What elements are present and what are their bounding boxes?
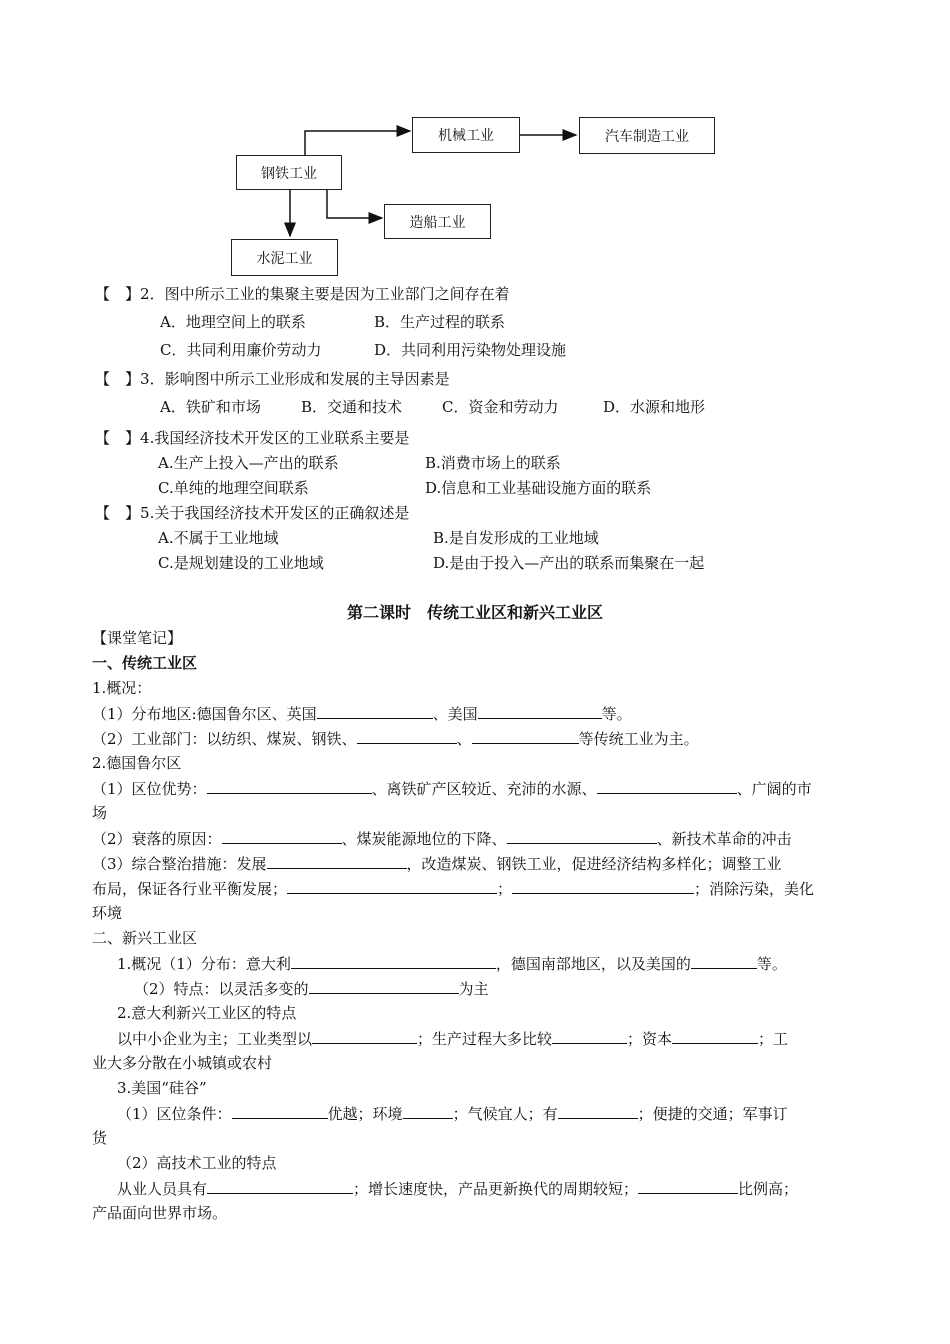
option-c: C．资金和劳动力 xyxy=(442,398,559,416)
answer-bracket-close: 】 xyxy=(125,504,141,522)
question-stem: 5.关于我国经济技术开发区的正确叙述是 xyxy=(140,504,410,522)
blank-field[interactable] xyxy=(207,778,372,794)
answer-bracket-open: 【 xyxy=(95,504,111,522)
blank-field[interactable] xyxy=(672,1028,758,1044)
text-line: 3.美国“硅谷” xyxy=(117,1079,207,1097)
blank-field[interactable] xyxy=(558,1103,638,1119)
box-shipbuilding-industry xyxy=(384,204,491,239)
blank-field[interactable] xyxy=(287,878,497,894)
option-c: C.单纯的地理空间联系 xyxy=(158,479,309,497)
option-c: C．共同利用廉价劳动力 xyxy=(160,341,322,359)
notes-label: 【课堂笔记】 xyxy=(92,629,183,647)
option-d: D．水源和地形 xyxy=(603,398,706,416)
blank-field[interactable] xyxy=(232,1103,328,1119)
fill-line-emerging-distribution: 1.概况（1）分布：意大利 ，德国南部地区，以及美国的 等。 xyxy=(117,955,787,973)
answer-bracket-close: 】 xyxy=(125,370,141,388)
box-label: 钢铁工业 xyxy=(261,165,317,182)
box-label: 机械工业 xyxy=(438,128,494,144)
question-stem: 4.我国经济技术开发区的工业联系主要是 xyxy=(140,429,410,447)
answer-bracket-close: 】 xyxy=(125,429,141,447)
section-heading-emerging: 二、新兴工业区 xyxy=(92,929,198,947)
box-cement-industry xyxy=(231,239,338,276)
arrow-steel-to-machinery xyxy=(305,131,410,155)
fill-line-industry-sectors: （2）工业部门：以纺织、煤炭、钢铁、 、 等传统工业为主。 xyxy=(92,730,699,748)
text-line: （2）高技术工业的特点 xyxy=(117,1154,277,1172)
blank-field[interactable] xyxy=(357,728,457,744)
blank-field[interactable] xyxy=(691,953,757,969)
arrow-steel-to-shipbuilding xyxy=(327,190,382,218)
option-b: B.消费市场上的联系 xyxy=(425,454,561,472)
fill-line-emerging-features: （2）特点：以灵活多变的 为主 xyxy=(134,980,489,998)
option-d: D.是由于投入—产出的联系而集聚在一起 xyxy=(433,554,705,572)
fill-line-distribution: （1）分布地区:德国鲁尔区、英国 、美国 等。 xyxy=(92,705,632,723)
question-5 xyxy=(95,503,409,523)
blank-field[interactable] xyxy=(317,703,433,719)
box-steel-industry xyxy=(236,155,342,190)
blank-field[interactable] xyxy=(309,978,459,994)
blank-field[interactable] xyxy=(403,1103,453,1119)
answer-bracket-close: 】 xyxy=(125,285,141,303)
question-stem: 2．图中所示工业的集聚主要是因为工业部门之间存在着 xyxy=(140,285,510,303)
option-c: C.是规划建设的工业地域 xyxy=(158,554,324,572)
text-line: 1.概况： xyxy=(92,679,152,697)
blank-field[interactable] xyxy=(291,953,496,969)
box-machinery-industry xyxy=(412,117,520,153)
option-b: B．交通和技术 xyxy=(301,398,403,416)
text-line: 2.意大利新兴工业区的特点 xyxy=(117,1004,297,1022)
text-line: 环境 xyxy=(92,904,123,922)
blank-field[interactable] xyxy=(478,703,602,719)
box-auto-industry xyxy=(579,117,715,154)
fill-line-decline-reasons: （2）衰落的原因： 、煤炭能源地位的下降、 、新技术革命的冲击 xyxy=(92,830,792,848)
blank-field[interactable] xyxy=(267,853,407,869)
blank-field[interactable] xyxy=(638,1178,738,1194)
blank-field[interactable] xyxy=(597,778,737,794)
option-b: B.是自发形成的工业地域 xyxy=(433,529,599,547)
box-label: 水泥工业 xyxy=(256,250,313,267)
answer-bracket-open: 【 xyxy=(95,285,111,303)
question-3 xyxy=(95,369,450,389)
text-line: 业大多分散在小城镇或农村 xyxy=(92,1054,273,1072)
text-line: 场 xyxy=(92,804,108,822)
box-label: 汽车制造工业 xyxy=(605,128,689,145)
section-heading-traditional: 一、传统工业区 xyxy=(92,654,198,672)
question-stem: 3．影响图中所示工业形成和发展的主导因素是 xyxy=(140,370,450,388)
answer-bracket-open: 【 xyxy=(95,370,111,388)
option-a: A.生产上投入—产出的联系 xyxy=(158,454,339,472)
blank-field[interactable] xyxy=(507,828,657,844)
blank-field[interactable] xyxy=(512,878,694,894)
option-b: B．生产过程的联系 xyxy=(374,313,506,331)
fill-line-silicon-valley-conditions: （1）区位条件： 优越；环境 ；气候宜人；有 ；便捷的交通；军事订 xyxy=(117,1105,788,1123)
fill-line-italy-features: 以中小企业为主；工业类型以 ；生产过程大多比较 ；资本 ；工 xyxy=(117,1030,789,1048)
option-d: D．共同利用污染物处理设施 xyxy=(374,341,567,359)
lesson-title: 第二课时 传统工业区和新兴工业区 xyxy=(346,603,603,622)
option-a: A．铁矿和市场 xyxy=(160,398,261,416)
box-label: 造船工业 xyxy=(409,214,466,231)
option-a: A.不属于工业地域 xyxy=(158,529,279,547)
blank-field[interactable] xyxy=(472,728,579,744)
fill-line-hightech-features: 从业人员具有 ；增长速度快，产品更新换代的周期较短； 比例高； xyxy=(117,1180,799,1198)
blank-field[interactable] xyxy=(207,1178,353,1194)
option-a: A．地理空间上的联系 xyxy=(160,313,306,331)
blank-field[interactable] xyxy=(552,1028,627,1044)
question-4 xyxy=(95,428,409,448)
text-line: 2.德国鲁尔区 xyxy=(92,754,182,772)
blank-field[interactable] xyxy=(222,828,342,844)
answer-bracket-open: 【 xyxy=(95,429,111,447)
option-d: D.信息和工业基础设施方面的联系 xyxy=(425,479,652,497)
fill-line-measures-cont: 布局，保证各行业平衡发展； ； ；消除污染，美化 xyxy=(92,880,815,898)
text-line: 产品面向世界市场。 xyxy=(92,1204,228,1222)
text-line: 货 xyxy=(92,1129,108,1147)
question-2 xyxy=(95,284,510,304)
fill-line-measures: （3）综合整治措施：发展 ，改造煤炭、钢铁工业，促进经济结构多样化；调整工业 xyxy=(92,855,782,873)
fill-line-location-advantage: （1）区位优势： 、离铁矿产区较近、充沛的水源、 、广阔的市 xyxy=(92,780,812,798)
blank-field[interactable] xyxy=(312,1028,417,1044)
